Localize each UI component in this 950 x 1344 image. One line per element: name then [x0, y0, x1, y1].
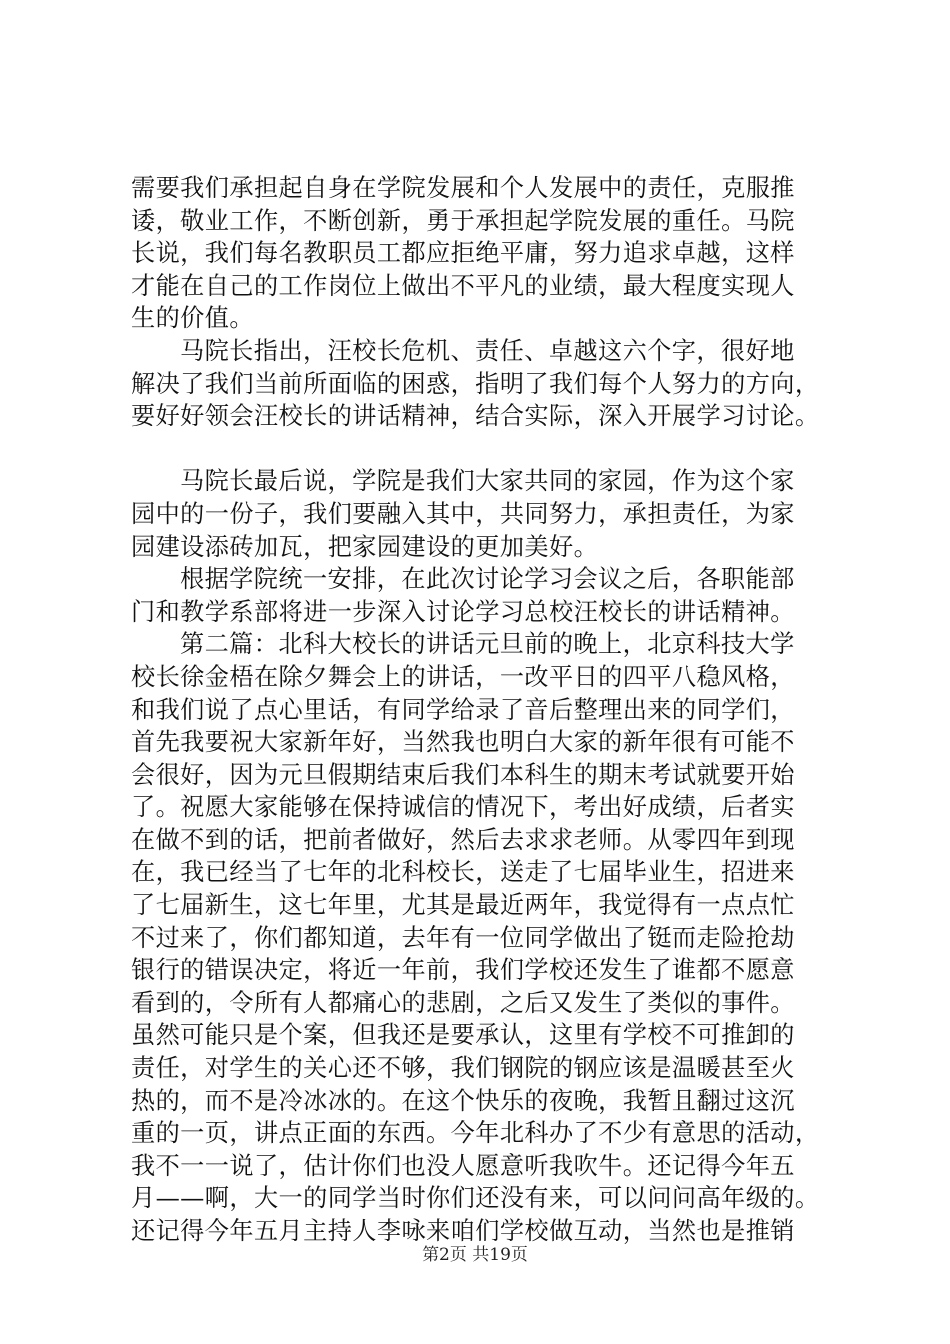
text-line: 责任，对学生的关心还不够，我们钢院的钢应该是温暖甚至火: [131, 1054, 795, 1083]
text-line: 了。祝愿大家能够在保持诚信的情况下，考出好成绩，后者实: [131, 793, 795, 822]
paragraph-gap: [131, 433, 831, 466]
text-line: 校长徐金梧在除夕舞会上的讲话，一改平日的四平八稳风格，: [131, 662, 795, 691]
text-line: 在做不到的话，把前者做好，然后去求求老师。从零四年到现: [131, 825, 795, 854]
text-line: 在，我已经当了七年的北科校长，送走了七届毕业生，招进来: [131, 858, 795, 887]
text-line: 长说，我们每名教职员工都应拒绝平庸，努力追求卓越，这样: [131, 239, 795, 268]
text-line: 生的价值。: [131, 304, 254, 333]
paragraph-start-line: 第二篇：北科大校长的讲话元旦前的晚上，北京科技大学: [180, 630, 795, 659]
text-line: 才能在自己的工作岗位上做出不平凡的业绩，最大程度实现人: [131, 271, 795, 300]
document-body: [131, 172, 831, 1248]
text-line: 首先我要祝大家新年好，当然我也明白大家的新年很有可能不: [131, 728, 795, 757]
text-line: 解决了我们当前所面临的困惑，指明了我们每个人努力的方向，: [131, 369, 820, 398]
text-line: 虽然可能只是个案，但我还是要承认，这里有学校不可推卸的: [131, 1021, 795, 1050]
paragraph-start-line: 马院长指出，汪校长危机、责任、卓越这六个字，很好地: [180, 336, 795, 365]
text-line: 了七届新生，这七年里，尤其是最近两年，我觉得有一点点忙: [131, 891, 795, 920]
paragraph-start-line: 根据学院统一安排，在此次讨论学习会议之后，各职能部: [180, 565, 795, 594]
text-line: 不过来了，你们都知道，去年有一位同学做出了铤而走险抢劫: [131, 923, 795, 952]
text-line: 我不一一说了，估计你们也没人愿意听我吹牛。还记得今年五: [131, 1151, 795, 1180]
paragraph-start-line: 马院长最后说，学院是我们大家共同的家园，作为这个家: [180, 467, 795, 496]
text-line: 要好好领会汪校长的讲话精神，结合实际，深入开展学习讨论。: [131, 402, 820, 431]
text-line: 和我们说了点心里话，有同学给录了音后整理出来的同学们，: [131, 695, 795, 724]
text-line: 还记得今年五月主持人李咏来咱们学校做互动，当然也是推销: [131, 1217, 795, 1245]
text-line: 会很好，因为元旦假期结束后我们本科生的期末考试就要开始: [131, 760, 795, 789]
text-line: 看到的，令所有人都痛心的悲剧，之后又发生了类似的事件。: [131, 988, 795, 1017]
text-line: 门和教学系部将进一步深入讨论学习总校汪校长的讲话精神。: [131, 597, 795, 626]
text-line: 银行的错误决定，将近一年前，我们学校还发生了谁都不愿意: [131, 956, 795, 985]
text-line: 诿，敬业工作，不断创新，勇于承担起学院发展的重任。马院: [131, 206, 795, 235]
text-line: 园建设添砖加瓦，把家园建设的更加美好。: [131, 532, 599, 561]
text-line: 需要我们承担起自身在学院发展和个人发展中的责任，克服推: [131, 174, 795, 202]
page-number: 第2页 共19页: [422, 1245, 528, 1265]
text-line: 园中的一份子，我们要融入其中，共同努力，承担责任，为家: [131, 499, 795, 528]
text-line: 热的，而不是冷冰冰的。在这个快乐的夜晚，我暂且翻过这沉: [131, 1086, 795, 1115]
text-line: 月——啊，大一的同学当时你们还没有来，可以问问高年级的。: [131, 1184, 820, 1213]
text-line: 重的一页，讲点正面的东西。今年北科办了不少有意思的活动，: [131, 1119, 820, 1148]
